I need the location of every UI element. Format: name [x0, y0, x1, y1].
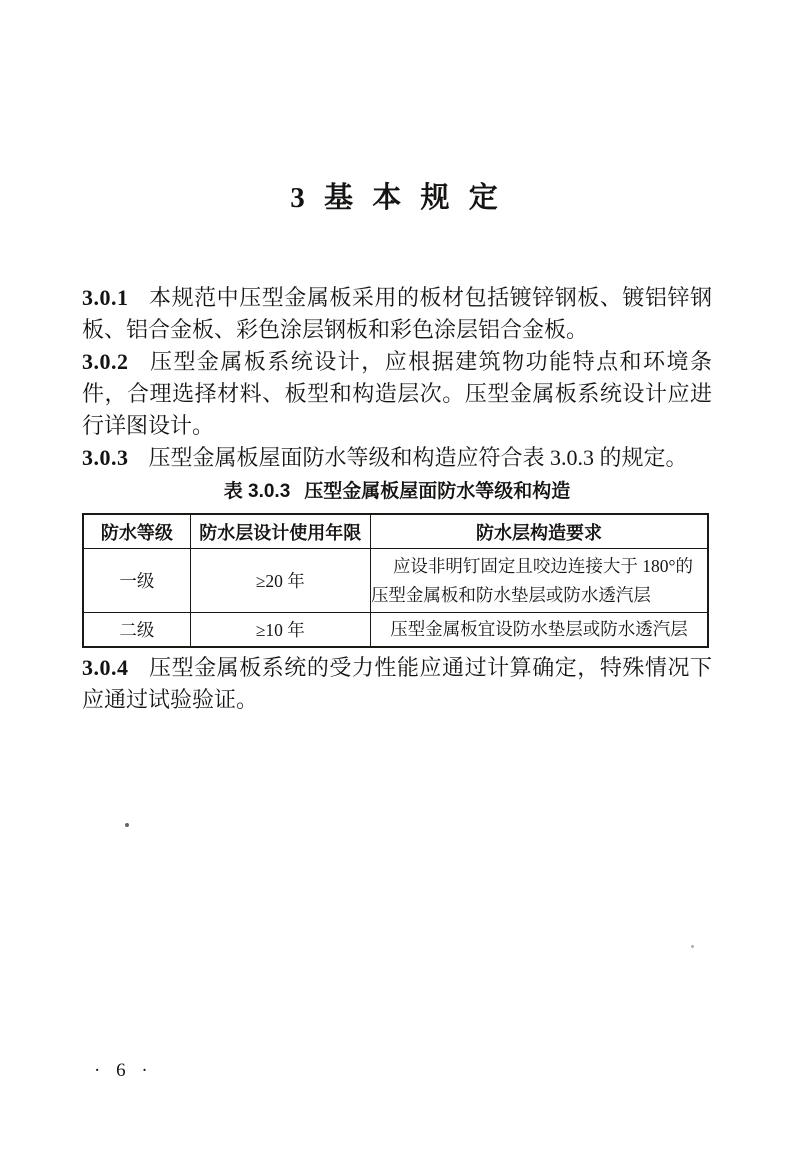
- column-header-design-life: 防水层设计使用年限: [190, 514, 370, 549]
- clause-number: 3.0.1: [82, 285, 129, 310]
- clause-3-0-4: [82, 652, 712, 716]
- clause-3-0-3: [82, 442, 712, 474]
- clause-text: 本规范中压型金属板采用的板材包括镀锌钢板、镀铝锌钢板、铝合金板、彩色涂层钢板和彩色涂层铝合金板。: [82, 285, 712, 342]
- scan-speck: [125, 823, 129, 827]
- requirement-line: 压型金属板宜设防水垫层或防水透汽层: [390, 619, 688, 639]
- cell-grade: 二级: [83, 613, 190, 648]
- column-header-requirement: 防水层构造要求: [370, 514, 708, 549]
- page-content: [0, 181, 800, 716]
- cell-design-life: ≥20 年: [190, 549, 370, 613]
- table-caption-title: 压型金属板屋面防水等级和构造: [304, 481, 571, 502]
- clause-text: 压型金属板屋面防水等级和构造应符合表 3.0.3 的规定。: [148, 445, 688, 470]
- waterproof-grade-table: [82, 513, 709, 648]
- table-row: [83, 549, 708, 613]
- clause-list: [82, 282, 712, 474]
- clause-number: 3.0.3: [82, 445, 129, 470]
- table-header-row: [83, 514, 708, 549]
- clause-3-0-1: [82, 282, 712, 346]
- clause-number: 3.0.2: [82, 349, 129, 374]
- scan-speck: [691, 945, 694, 948]
- clause-number: 3.0.4: [82, 655, 129, 680]
- cell-requirement: [370, 549, 708, 613]
- clause-3-0-2: [82, 346, 712, 442]
- chapter-heading: 3 基 本 规 定: [290, 182, 504, 214]
- table-caption: [82, 479, 712, 505]
- cell-requirement: [370, 613, 708, 648]
- requirement-line: 压型金属板和防水垫层或防水透汽层: [370, 584, 651, 605]
- cell-grade: 一级: [83, 549, 190, 613]
- table-row: [83, 613, 708, 648]
- cell-design-life: ≥10 年: [190, 613, 370, 648]
- table-caption-label: 表 3.0.3: [223, 481, 291, 502]
- column-header-grade: 防水等级: [83, 514, 190, 549]
- page-number: · 6 ·: [94, 1060, 149, 1081]
- clause-text: 压型金属板系统设计，应根据建筑物功能特点和环境条件，合理选择材料、板型和构造层次。压型金属板系统设计应进行详图设计。: [82, 349, 712, 438]
- requirement-line: 应设非明钉固定且咬边连接大于 180°的: [392, 555, 694, 576]
- clause-text: 压型金属板系统的受力性能应通过计算确定，特殊情况下应通过试验验证。: [82, 655, 712, 712]
- clause-list: [82, 652, 712, 716]
